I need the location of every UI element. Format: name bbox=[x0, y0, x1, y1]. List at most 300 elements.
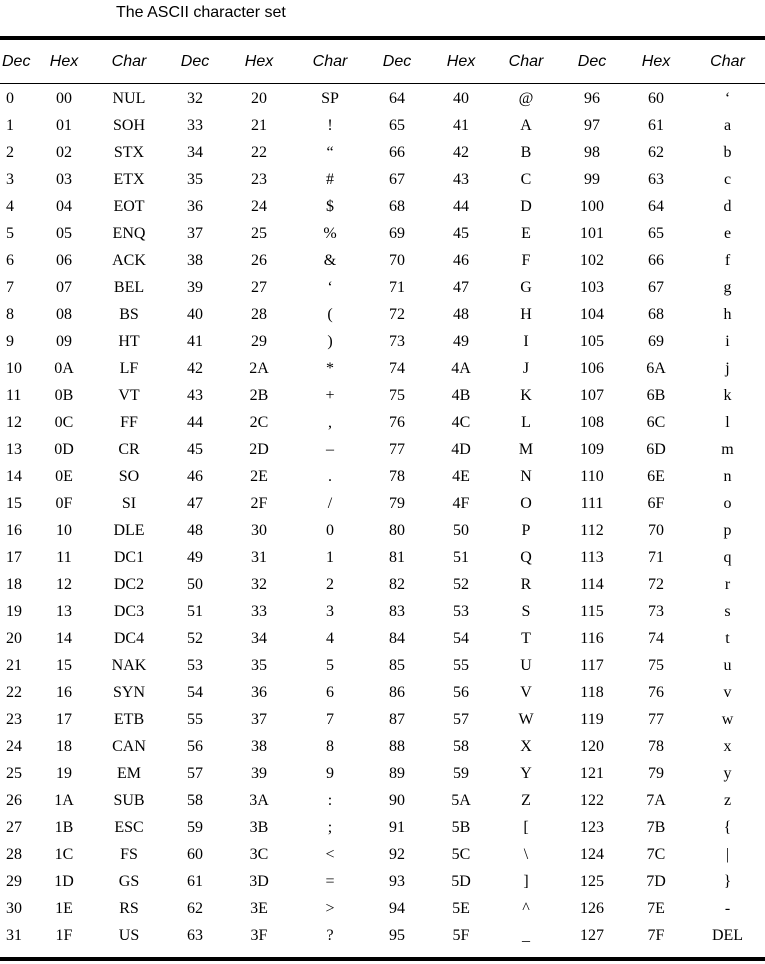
table-row bbox=[0, 679, 765, 706]
dec-cell: 46 bbox=[187, 467, 203, 485]
char-cell: c bbox=[723, 170, 732, 188]
hex-cell: 09 bbox=[56, 332, 72, 350]
hex-cell: 3E bbox=[250, 899, 268, 917]
char-cell: F bbox=[521, 251, 531, 269]
char-cell: f bbox=[724, 251, 731, 269]
hex-cell: 6C bbox=[646, 413, 666, 431]
char-cell: n bbox=[723, 467, 732, 485]
dec-cell: 81 bbox=[389, 548, 405, 566]
dec-cell: 92 bbox=[389, 845, 405, 863]
hex-cell: 66 bbox=[648, 251, 664, 269]
hex-cell: 62 bbox=[648, 143, 664, 161]
hex-cell: 56 bbox=[453, 683, 469, 701]
char-cell: NAK bbox=[111, 656, 147, 674]
char-cell: Q bbox=[520, 548, 532, 566]
hex-cell: 1E bbox=[55, 899, 73, 917]
char-cell: y bbox=[723, 764, 732, 782]
char-cell: ETB bbox=[113, 710, 145, 728]
char-cell: I bbox=[523, 332, 529, 350]
dec-cell: 23 bbox=[6, 710, 22, 728]
hex-cell: 72 bbox=[648, 575, 664, 593]
column-header: Dec bbox=[577, 52, 607, 70]
hex-cell: 3C bbox=[249, 845, 269, 863]
char-cell: ; bbox=[327, 818, 333, 836]
dec-cell: 120 bbox=[580, 737, 604, 755]
hex-cell: 71 bbox=[648, 548, 664, 566]
hex-cell: 1C bbox=[54, 845, 74, 863]
hex-cell: 43 bbox=[453, 170, 469, 188]
dec-cell: 10 bbox=[6, 359, 22, 377]
column-header: Dec bbox=[2, 52, 31, 70]
dec-cell: 18 bbox=[6, 575, 22, 593]
hex-cell: 34 bbox=[251, 629, 267, 647]
char-cell: j bbox=[725, 359, 730, 377]
char-cell: l bbox=[725, 413, 730, 431]
dec-cell: 118 bbox=[580, 683, 604, 701]
hex-cell: 20 bbox=[251, 89, 267, 107]
hex-cell: 3D bbox=[249, 872, 269, 890]
table-row bbox=[0, 706, 765, 733]
char-cell: z bbox=[723, 791, 732, 809]
dec-cell: 77 bbox=[389, 440, 405, 458]
dec-cell: 51 bbox=[187, 602, 203, 620]
hex-cell: 22 bbox=[251, 143, 267, 161]
table-row bbox=[0, 328, 765, 355]
table-row bbox=[0, 571, 765, 598]
hex-cell: 42 bbox=[453, 143, 469, 161]
hex-cell: 1D bbox=[54, 872, 74, 890]
hex-cell: 3A bbox=[249, 791, 269, 809]
hex-cell: 35 bbox=[251, 656, 267, 674]
dec-cell: 88 bbox=[389, 737, 405, 755]
char-cell: EOT bbox=[113, 197, 145, 215]
hex-cell: 41 bbox=[453, 116, 469, 134]
char-cell: + bbox=[325, 386, 335, 404]
table-row bbox=[0, 193, 765, 220]
dec-cell: 17 bbox=[6, 548, 22, 566]
dec-cell: 1 bbox=[6, 116, 14, 134]
char-cell: } bbox=[723, 872, 732, 890]
hex-cell: 5D bbox=[451, 872, 471, 890]
column-header: Hex bbox=[244, 52, 274, 70]
hex-cell: 03 bbox=[56, 170, 72, 188]
column-header: Char bbox=[111, 52, 147, 70]
char-cell: ENQ bbox=[112, 224, 146, 242]
dec-cell: 69 bbox=[389, 224, 405, 242]
dec-cell: 64 bbox=[389, 89, 405, 107]
dec-cell: 37 bbox=[187, 224, 203, 242]
dec-cell: 61 bbox=[187, 872, 203, 890]
hex-cell: 57 bbox=[453, 710, 469, 728]
hex-cell: 4C bbox=[451, 413, 471, 431]
dec-cell: 42 bbox=[187, 359, 203, 377]
char-cell: 9 bbox=[326, 764, 334, 782]
column-header: Char bbox=[312, 52, 348, 70]
dec-cell: 106 bbox=[580, 359, 604, 377]
hex-cell: 16 bbox=[56, 683, 72, 701]
table-row bbox=[0, 625, 765, 652]
char-cell: 7 bbox=[326, 710, 334, 728]
hex-cell: 28 bbox=[251, 305, 267, 323]
table-row bbox=[0, 112, 765, 139]
column-header: Char bbox=[508, 52, 544, 70]
char-cell: FS bbox=[120, 845, 138, 863]
table-row bbox=[0, 382, 765, 409]
hex-cell: 25 bbox=[251, 224, 267, 242]
char-cell: “ bbox=[326, 143, 334, 161]
bottom-rule bbox=[0, 957, 765, 961]
dec-cell: 7 bbox=[6, 278, 14, 296]
dec-cell: 35 bbox=[187, 170, 203, 188]
char-cell: Y bbox=[520, 764, 532, 782]
hex-cell: 73 bbox=[648, 602, 664, 620]
char-cell: HT bbox=[118, 332, 140, 350]
dec-cell: 39 bbox=[187, 278, 203, 296]
char-cell: = bbox=[325, 872, 335, 890]
char-cell: * bbox=[326, 359, 334, 377]
hex-cell: 76 bbox=[648, 683, 664, 701]
char-cell: u bbox=[723, 656, 732, 674]
hex-cell: 2B bbox=[249, 386, 269, 404]
hex-cell: 48 bbox=[453, 305, 469, 323]
char-cell: L bbox=[521, 413, 531, 431]
dec-cell: 112 bbox=[580, 521, 604, 539]
hex-cell: 0F bbox=[55, 494, 73, 512]
char-cell: % bbox=[323, 224, 337, 242]
dec-cell: 82 bbox=[389, 575, 405, 593]
dec-cell: 103 bbox=[580, 278, 604, 296]
table-row bbox=[0, 139, 765, 166]
hex-cell: 49 bbox=[453, 332, 469, 350]
hex-cell: 6D bbox=[646, 440, 666, 458]
table-row bbox=[0, 922, 765, 949]
hex-cell: 7D bbox=[646, 872, 666, 890]
char-cell: & bbox=[323, 251, 337, 269]
char-cell: T bbox=[521, 629, 531, 647]
char-cell: – bbox=[326, 440, 334, 458]
hex-cell: 60 bbox=[648, 89, 664, 107]
char-cell: e bbox=[723, 224, 732, 242]
dec-cell: 108 bbox=[580, 413, 604, 431]
table-row bbox=[0, 436, 765, 463]
dec-cell: 20 bbox=[6, 629, 22, 647]
char-cell: # bbox=[326, 170, 334, 188]
dec-cell: 52 bbox=[187, 629, 203, 647]
hex-cell: 3F bbox=[250, 926, 268, 944]
hex-cell: 2D bbox=[249, 440, 269, 458]
hex-cell: 5C bbox=[451, 845, 471, 863]
hex-cell: 59 bbox=[453, 764, 469, 782]
dec-cell: 3 bbox=[6, 170, 14, 188]
table-row bbox=[0, 544, 765, 571]
table-row bbox=[0, 166, 765, 193]
table-row bbox=[0, 463, 765, 490]
dec-cell: 62 bbox=[187, 899, 203, 917]
dec-cell: 71 bbox=[389, 278, 405, 296]
char-cell: DLE bbox=[113, 521, 145, 539]
char-cell: 6 bbox=[326, 683, 334, 701]
hex-cell: 7A bbox=[646, 791, 666, 809]
char-cell: FF bbox=[120, 413, 138, 431]
hex-cell: 78 bbox=[648, 737, 664, 755]
dec-cell: 57 bbox=[187, 764, 203, 782]
char-cell: SYN bbox=[112, 683, 145, 701]
char-cell: BS bbox=[119, 305, 139, 323]
dec-cell: 117 bbox=[580, 656, 604, 674]
hex-cell: 10 bbox=[56, 521, 72, 539]
hex-cell: 33 bbox=[251, 602, 267, 620]
char-cell: k bbox=[723, 386, 732, 404]
hex-cell: 06 bbox=[56, 251, 72, 269]
table-row bbox=[0, 247, 765, 274]
dec-cell: 95 bbox=[389, 926, 405, 944]
column-header: Hex bbox=[446, 52, 476, 70]
dec-cell: 59 bbox=[187, 818, 203, 836]
char-cell: K bbox=[520, 386, 532, 404]
dec-cell: 110 bbox=[580, 467, 604, 485]
char-cell: p bbox=[723, 521, 732, 539]
table-row bbox=[0, 787, 765, 814]
char-cell: B bbox=[520, 143, 532, 161]
hex-cell: 58 bbox=[453, 737, 469, 755]
hex-cell: 11 bbox=[56, 548, 72, 566]
dec-cell: 47 bbox=[187, 494, 203, 512]
char-cell: SO bbox=[118, 467, 140, 485]
table-row bbox=[0, 409, 765, 436]
hex-cell: 29 bbox=[251, 332, 267, 350]
hex-cell: 26 bbox=[251, 251, 267, 269]
hex-cell: 14 bbox=[56, 629, 72, 647]
char-cell: ? bbox=[326, 926, 334, 944]
char-cell: J bbox=[522, 359, 530, 377]
hex-cell: 24 bbox=[251, 197, 267, 215]
dec-cell: 70 bbox=[389, 251, 405, 269]
char-cell: O bbox=[520, 494, 532, 512]
char-cell: DC3 bbox=[113, 602, 145, 620]
dec-cell: 85 bbox=[389, 656, 405, 674]
char-cell: GS bbox=[118, 872, 140, 890]
table-body bbox=[0, 79, 765, 949]
char-cell: X bbox=[520, 737, 532, 755]
char-cell: ‘ bbox=[327, 278, 333, 296]
char-cell: E bbox=[521, 224, 531, 242]
dec-cell: 76 bbox=[389, 413, 405, 431]
hex-cell: 7C bbox=[646, 845, 666, 863]
char-cell: Z bbox=[521, 791, 531, 809]
column-header: Hex bbox=[641, 52, 671, 70]
char-cell: 8 bbox=[326, 737, 334, 755]
hex-cell: 4D bbox=[451, 440, 471, 458]
char-cell: s bbox=[724, 602, 731, 620]
table-row bbox=[0, 274, 765, 301]
table-row bbox=[0, 814, 765, 841]
dec-cell: 22 bbox=[6, 683, 22, 701]
dec-cell: 63 bbox=[187, 926, 203, 944]
column-header: Dec bbox=[180, 52, 210, 70]
char-cell: S bbox=[521, 602, 531, 620]
dec-cell: 83 bbox=[389, 602, 405, 620]
hex-cell: 19 bbox=[56, 764, 72, 782]
hex-cell: 12 bbox=[56, 575, 72, 593]
char-cell: 0 bbox=[326, 521, 334, 539]
hex-cell: 36 bbox=[251, 683, 267, 701]
dec-cell: 4 bbox=[6, 197, 14, 215]
dec-cell: 56 bbox=[187, 737, 203, 755]
char-cell: DC4 bbox=[113, 629, 145, 647]
char-cell: EM bbox=[117, 764, 141, 782]
dec-cell: 74 bbox=[389, 359, 405, 377]
dec-cell: 111 bbox=[580, 494, 604, 512]
table-row bbox=[0, 85, 765, 112]
dec-cell: 109 bbox=[580, 440, 604, 458]
hex-cell: 6B bbox=[646, 386, 666, 404]
table-row bbox=[0, 301, 765, 328]
dec-cell: 25 bbox=[6, 764, 22, 782]
char-cell: SI bbox=[121, 494, 137, 512]
char-cell: > bbox=[325, 899, 335, 917]
dec-cell: 115 bbox=[580, 602, 604, 620]
char-cell: . bbox=[328, 467, 332, 485]
dec-cell: 114 bbox=[580, 575, 604, 593]
hex-cell: 46 bbox=[453, 251, 469, 269]
header-row bbox=[0, 44, 765, 79]
char-cell: d bbox=[723, 197, 732, 215]
hex-cell: 07 bbox=[56, 278, 72, 296]
hex-cell: 69 bbox=[648, 332, 664, 350]
dec-cell: 67 bbox=[389, 170, 405, 188]
dec-cell: 13 bbox=[6, 440, 22, 458]
dec-cell: 98 bbox=[584, 143, 600, 161]
char-cell: v bbox=[723, 683, 732, 701]
dec-cell: 99 bbox=[584, 170, 600, 188]
char-cell: 1 bbox=[326, 548, 334, 566]
char-cell: NUL bbox=[112, 89, 146, 107]
dec-cell: 50 bbox=[187, 575, 203, 593]
hex-cell: 30 bbox=[251, 521, 267, 539]
hex-cell: 0A bbox=[54, 359, 74, 377]
hex-cell: 6A bbox=[646, 359, 666, 377]
char-cell: ^ bbox=[522, 899, 530, 917]
hex-cell: 6E bbox=[647, 467, 665, 485]
table-row bbox=[0, 598, 765, 625]
hex-cell: 1F bbox=[55, 926, 73, 944]
char-cell: ‘ bbox=[724, 89, 731, 107]
char-cell: M bbox=[518, 440, 534, 458]
char-cell: q bbox=[723, 548, 732, 566]
char-cell: < bbox=[325, 845, 335, 863]
ascii-table bbox=[0, 44, 765, 949]
table-row bbox=[0, 895, 765, 922]
char-cell: $ bbox=[326, 197, 334, 215]
hex-cell: 5B bbox=[451, 818, 471, 836]
dec-cell: 36 bbox=[187, 197, 203, 215]
hex-cell: 39 bbox=[251, 764, 267, 782]
char-cell: C bbox=[520, 170, 532, 188]
dec-cell: 15 bbox=[6, 494, 22, 512]
dec-cell: 11 bbox=[6, 386, 22, 404]
hex-cell: 64 bbox=[648, 197, 664, 215]
hex-cell: 37 bbox=[251, 710, 267, 728]
char-cell: ETX bbox=[113, 170, 145, 188]
char-cell: U bbox=[520, 656, 532, 674]
hex-cell: 2A bbox=[249, 359, 269, 377]
table-row bbox=[0, 517, 765, 544]
hex-cell: 65 bbox=[648, 224, 664, 242]
hex-cell: 5F bbox=[452, 926, 470, 944]
hex-cell: 3B bbox=[249, 818, 269, 836]
dec-cell: 40 bbox=[187, 305, 203, 323]
hex-cell: 4F bbox=[452, 494, 470, 512]
char-cell: G bbox=[520, 278, 532, 296]
hex-cell: 08 bbox=[56, 305, 72, 323]
char-cell: VT bbox=[118, 386, 140, 404]
hex-cell: 13 bbox=[56, 602, 72, 620]
hex-cell: 4B bbox=[451, 386, 471, 404]
char-cell: US bbox=[118, 926, 140, 944]
dec-cell: 5 bbox=[6, 224, 14, 242]
dec-cell: 68 bbox=[389, 197, 405, 215]
dec-cell: 78 bbox=[389, 467, 405, 485]
dec-cell: 100 bbox=[580, 197, 604, 215]
char-cell: x bbox=[723, 737, 732, 755]
table-row bbox=[0, 490, 765, 517]
char-cell: STX bbox=[113, 143, 145, 161]
dec-cell: 9 bbox=[6, 332, 14, 350]
hex-cell: 00 bbox=[56, 89, 72, 107]
dec-cell: 60 bbox=[187, 845, 203, 863]
hex-cell: 2F bbox=[250, 494, 268, 512]
dec-cell: 43 bbox=[187, 386, 203, 404]
dec-cell: 89 bbox=[389, 764, 405, 782]
dec-cell: 122 bbox=[580, 791, 604, 809]
dec-cell: 127 bbox=[580, 926, 604, 944]
dec-cell: 2 bbox=[6, 143, 14, 161]
top-rule bbox=[0, 36, 765, 40]
hex-cell: 7B bbox=[646, 818, 666, 836]
char-cell: h bbox=[723, 305, 732, 323]
char-cell: A bbox=[520, 116, 532, 134]
char-cell: SUB bbox=[113, 791, 145, 809]
dec-cell: 21 bbox=[6, 656, 22, 674]
dec-cell: 126 bbox=[580, 899, 604, 917]
dec-cell: 97 bbox=[584, 116, 600, 134]
char-cell: DEL bbox=[711, 926, 744, 944]
char-cell: RS bbox=[119, 899, 139, 917]
hex-cell: 02 bbox=[56, 143, 72, 161]
char-cell: ACK bbox=[112, 251, 146, 269]
dec-cell: 0 bbox=[6, 89, 14, 107]
char-cell: BEL bbox=[113, 278, 145, 296]
hex-cell: 7F bbox=[647, 926, 665, 944]
dec-cell: 31 bbox=[6, 926, 22, 944]
dec-cell: 101 bbox=[580, 224, 604, 242]
dec-cell: 27 bbox=[6, 818, 22, 836]
hex-cell: 38 bbox=[251, 737, 267, 755]
dec-cell: 12 bbox=[6, 413, 22, 431]
dec-cell: 80 bbox=[389, 521, 405, 539]
char-cell: b bbox=[723, 143, 732, 161]
hex-cell: 74 bbox=[648, 629, 664, 647]
dec-cell: 53 bbox=[187, 656, 203, 674]
dec-cell: 87 bbox=[389, 710, 405, 728]
hex-cell: 70 bbox=[648, 521, 664, 539]
char-cell: SOH bbox=[112, 116, 145, 134]
column-header: Dec bbox=[382, 52, 412, 70]
dec-cell: 79 bbox=[389, 494, 405, 512]
column-header: Char bbox=[710, 52, 745, 70]
hex-cell: 23 bbox=[251, 170, 267, 188]
char-cell: i bbox=[725, 332, 730, 350]
